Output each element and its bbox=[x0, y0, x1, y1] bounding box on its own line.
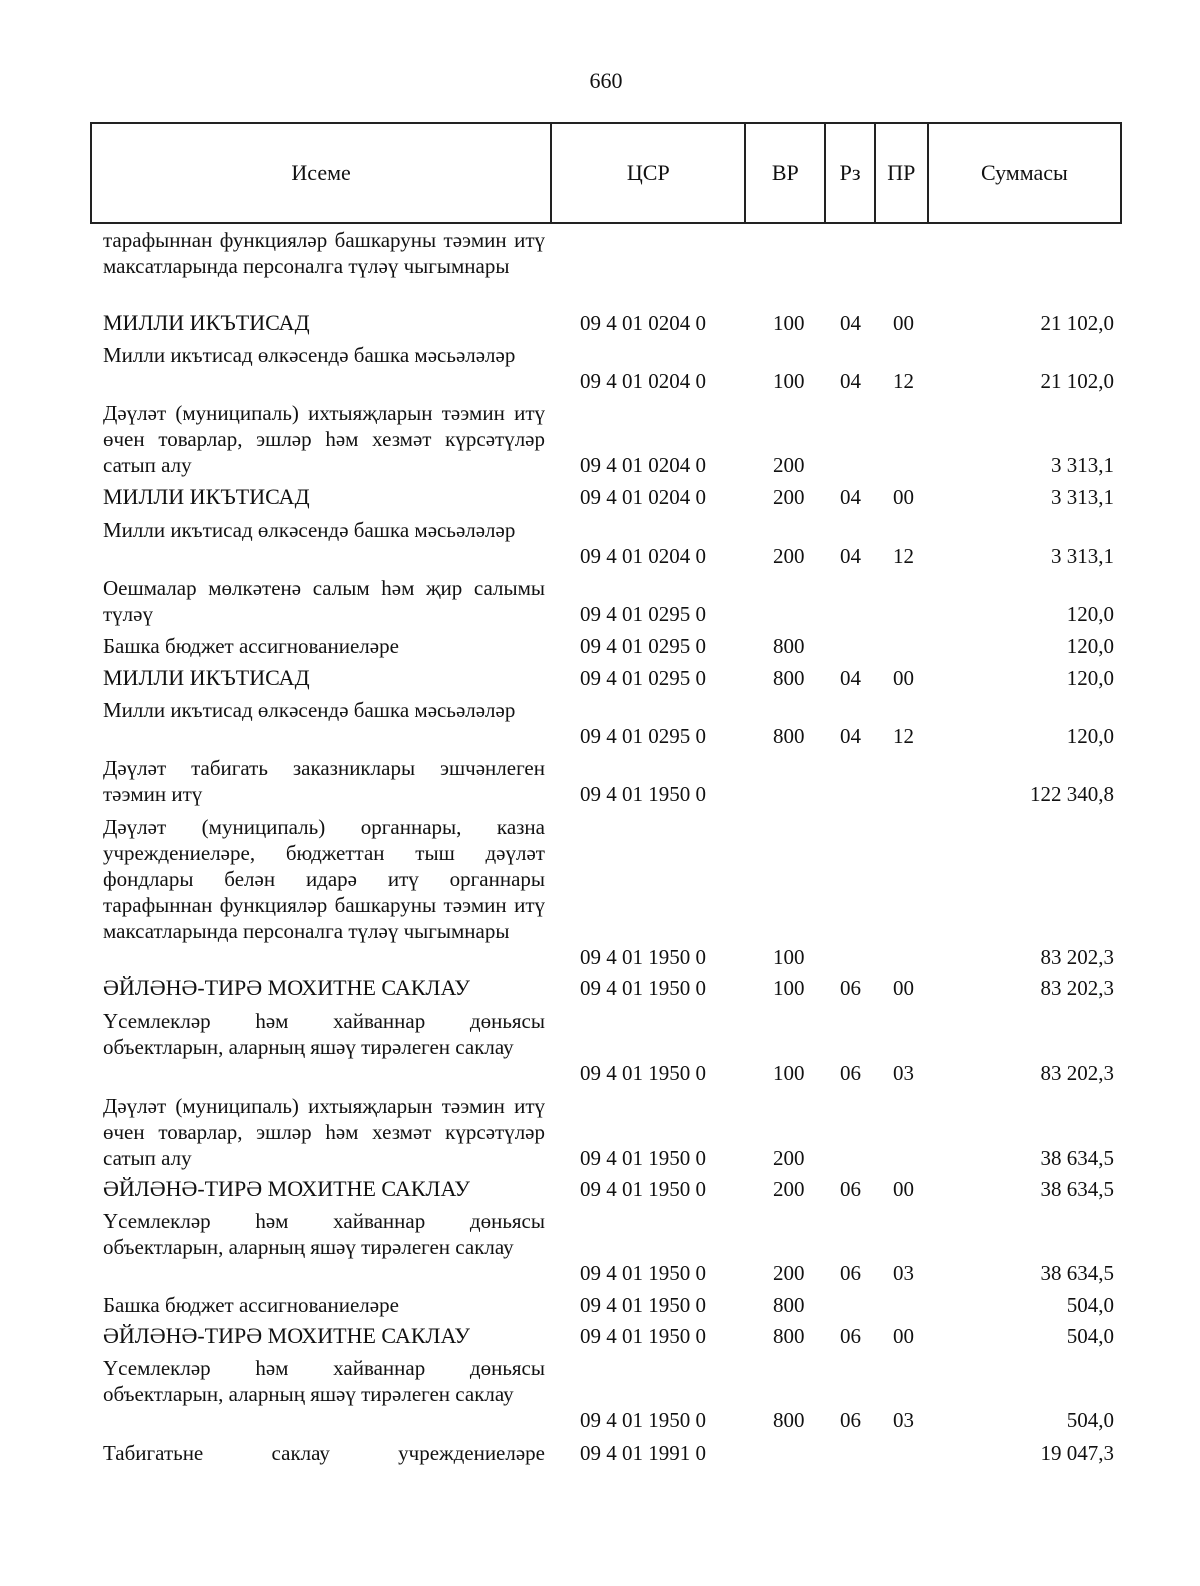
table-row bbox=[0, 1292, 1200, 1318]
row-vr: 100 bbox=[773, 369, 805, 393]
header-rz: Рз bbox=[826, 124, 876, 222]
row-vr: 200 bbox=[773, 544, 805, 568]
row-csr: 09 4 01 0295 0 bbox=[580, 724, 706, 748]
table-row bbox=[0, 1323, 1200, 1349]
row-sum: 504,0 bbox=[1066, 1293, 1114, 1317]
row-sum: 38 634,5 bbox=[1040, 1261, 1114, 1285]
row-pr: 03 bbox=[893, 1061, 914, 1085]
row-sum: 83 202,3 bbox=[1040, 1061, 1114, 1085]
row-name: Табигатьне саклау учреждениеләре bbox=[103, 1441, 545, 1465]
row-sum: 120,0 bbox=[1066, 724, 1114, 748]
row-vr: 100 bbox=[773, 311, 805, 335]
row-rz: 04 bbox=[840, 485, 861, 509]
row-name: МИЛЛИ ИКЪТИСАД bbox=[103, 665, 310, 690]
row-csr: 09 4 01 1950 0 bbox=[580, 782, 706, 806]
header-sum: Суммасы bbox=[980, 160, 1068, 185]
row-csr: 09 4 01 0204 0 bbox=[580, 485, 706, 509]
table-row bbox=[0, 1176, 1200, 1202]
header-name: Исеме bbox=[92, 124, 552, 222]
table-row bbox=[0, 814, 1200, 970]
row-sum: 3 313,1 bbox=[1051, 485, 1114, 509]
table-row bbox=[0, 400, 1200, 478]
row-sum: 120,0 bbox=[1066, 634, 1114, 658]
row-sum: 120,0 bbox=[1066, 666, 1114, 690]
row-csr: 09 4 01 0295 0 bbox=[580, 634, 706, 658]
row-vr: 800 bbox=[773, 1293, 805, 1317]
row-rz: 06 bbox=[840, 1061, 861, 1085]
row-csr: 09 4 01 0204 0 bbox=[580, 453, 706, 477]
header-pr: ПР bbox=[876, 124, 929, 222]
table-row bbox=[0, 342, 1200, 394]
table-row bbox=[0, 755, 1200, 807]
row-vr: 200 bbox=[773, 1261, 805, 1285]
row-sum: 38 634,5 bbox=[1040, 1177, 1114, 1201]
row-rz: 06 bbox=[840, 1177, 861, 1201]
row-csr: 09 4 01 0295 0 bbox=[580, 602, 706, 626]
row-name: Башка бюджет ассигнованиеләре bbox=[103, 1293, 399, 1317]
row-sum: 120,0 bbox=[1066, 602, 1114, 626]
row-rz: 04 bbox=[840, 369, 861, 393]
row-name: ӘЙЛӘНӘ-ТИРӘ МОХИТНЕ САКЛАУ bbox=[103, 1176, 470, 1201]
row-name: тарафыннан функцияләр башкаруны тәэмин итү максатларында персоналга түләү чыгымнары bbox=[103, 228, 545, 278]
table-row bbox=[0, 484, 1200, 510]
row-vr: 800 bbox=[773, 634, 805, 658]
row-name: Оешмалар мөлкәтенә салым һәм җир салымы түләү bbox=[103, 576, 545, 626]
row-rz: 06 bbox=[840, 1408, 861, 1432]
row-vr: 800 bbox=[773, 724, 805, 748]
row-rz: 06 bbox=[840, 1324, 861, 1348]
header-vr: ВР bbox=[746, 124, 826, 222]
row-csr: 09 4 01 0204 0 bbox=[580, 369, 706, 393]
row-rz: 06 bbox=[840, 976, 861, 1000]
row-csr: 09 4 01 1950 0 bbox=[580, 1408, 706, 1432]
row-sum: 3 313,1 bbox=[1051, 544, 1114, 568]
row-name: Дәүләт табигать заказниклары эшчәнлеген тәэмин итү bbox=[103, 756, 545, 806]
row-csr: 09 4 01 1991 0 bbox=[580, 1441, 706, 1465]
row-name: Милли икътисад өлкәсендә башка мәсьәләләр bbox=[103, 698, 516, 722]
row-csr: 09 4 01 1950 0 bbox=[580, 945, 706, 969]
row-csr: 09 4 01 1950 0 bbox=[580, 1293, 706, 1317]
row-vr: 100 bbox=[773, 1061, 805, 1085]
table-row bbox=[0, 1440, 1200, 1466]
table-row bbox=[0, 1093, 1200, 1171]
row-name: Дәүләт (муниципаль) ихтыяҗларын тәэмин итү өчен товарлар, эшләр һәм хезмәт күрсәтүләр сатып алу bbox=[103, 1094, 545, 1170]
row-csr: 09 4 01 1950 0 bbox=[580, 1261, 706, 1285]
row-vr: 200 bbox=[773, 1177, 805, 1201]
row-vr: 800 bbox=[773, 666, 805, 690]
row-vr: 200 bbox=[773, 1146, 805, 1170]
table-row bbox=[0, 697, 1200, 749]
row-pr: 12 bbox=[893, 724, 914, 748]
table-row bbox=[0, 1355, 1200, 1433]
row-vr: 200 bbox=[773, 453, 805, 477]
row-rz: 06 bbox=[840, 1261, 861, 1285]
row-rz: 04 bbox=[840, 666, 861, 690]
table-row bbox=[0, 633, 1200, 659]
row-name: ӘЙЛӘНӘ-ТИРӘ МОХИТНЕ САКЛАУ bbox=[103, 1323, 470, 1348]
row-sum: 83 202,3 bbox=[1040, 976, 1114, 1000]
row-name: Үсемлекләр һәм хайваннар дөньясы объектларын, аларның яшәү тирәлеген саклау bbox=[103, 1209, 545, 1259]
row-sum: 83 202,3 bbox=[1040, 945, 1114, 969]
row-name: Үсемлекләр һәм хайваннар дөньясы объектларын, аларның яшәү тирәлеген саклау bbox=[103, 1356, 545, 1406]
row-csr: 09 4 01 0204 0 bbox=[580, 311, 706, 335]
row-pr: 00 bbox=[893, 485, 914, 509]
row-pr: 12 bbox=[893, 544, 914, 568]
row-name: Үсемлекләр һәм хайваннар дөньясы объектларын, аларның яшәү тирәлеген саклау bbox=[103, 1009, 545, 1059]
row-sum: 19 047,3 bbox=[1040, 1441, 1114, 1465]
row-pr: 00 bbox=[893, 311, 914, 335]
table-row bbox=[0, 517, 1200, 569]
table-row bbox=[0, 1208, 1200, 1286]
row-pr: 03 bbox=[893, 1408, 914, 1432]
row-csr: 09 4 01 1950 0 bbox=[580, 1061, 706, 1085]
row-pr: 00 bbox=[893, 1177, 914, 1201]
table-row bbox=[0, 1008, 1200, 1086]
row-csr: 09 4 01 1950 0 bbox=[580, 1324, 706, 1348]
row-vr: 800 bbox=[773, 1408, 805, 1432]
row-sum: 122 340,8 bbox=[1030, 782, 1114, 806]
table-header bbox=[90, 122, 1122, 224]
table-row bbox=[0, 227, 1200, 305]
row-name: ӘЙЛӘНӘ-ТИРӘ МОХИТНЕ САКЛАУ bbox=[103, 975, 470, 1000]
row-pr: 12 bbox=[893, 369, 914, 393]
row-sum: 21 102,0 bbox=[1040, 311, 1114, 335]
table-row bbox=[0, 310, 1200, 336]
row-csr: 09 4 01 0204 0 bbox=[580, 544, 706, 568]
row-name: Милли икътисад өлкәсендә башка мәсьәләләр bbox=[103, 343, 516, 367]
row-rz: 04 bbox=[840, 724, 861, 748]
row-rz: 04 bbox=[840, 544, 861, 568]
page-number: 660 bbox=[589, 68, 623, 93]
table-row bbox=[0, 575, 1200, 627]
row-name: Дәүләт (муниципаль) органнары, казна учреждениеләре, бюджеттан тыш дәүләт фондлары белән идарә итү органнары тарафыннан функцияләр башкаруны тәэмин итү максатларында персоналга түләү чыгымнары bbox=[103, 815, 545, 943]
row-sum: 3 313,1 bbox=[1051, 453, 1114, 477]
row-name: МИЛЛИ ИКЪТИСАД bbox=[103, 310, 310, 335]
row-pr: 00 bbox=[893, 1324, 914, 1348]
row-sum: 38 634,5 bbox=[1040, 1146, 1114, 1170]
header-csr: ЦСР bbox=[552, 124, 746, 222]
row-name: МИЛЛИ ИКЪТИСАД bbox=[103, 484, 310, 509]
row-pr: 00 bbox=[893, 666, 914, 690]
row-csr: 09 4 01 1950 0 bbox=[580, 1177, 706, 1201]
row-sum: 504,0 bbox=[1066, 1408, 1114, 1432]
row-name: Башка бюджет ассигнованиеләре bbox=[103, 634, 399, 658]
row-vr: 100 bbox=[773, 976, 805, 1000]
table-row bbox=[0, 975, 1200, 1001]
row-sum: 504,0 bbox=[1066, 1324, 1114, 1348]
row-name: Милли икътисад өлкәсендә башка мәсьәләләр bbox=[103, 518, 516, 542]
row-name: Дәүләт (муниципаль) ихтыяҗларын тәэмин итү өчен товарлар, эшләр һәм хезмәт күрсәтүләр сатып алу bbox=[103, 401, 545, 477]
row-csr: 09 4 01 1950 0 bbox=[580, 1146, 706, 1170]
row-sum: 21 102,0 bbox=[1040, 369, 1114, 393]
row-csr: 09 4 01 0295 0 bbox=[580, 666, 706, 690]
row-rz: 04 bbox=[840, 311, 861, 335]
row-pr: 03 bbox=[893, 1261, 914, 1285]
row-csr: 09 4 01 1950 0 bbox=[580, 976, 706, 1000]
row-vr: 100 bbox=[773, 945, 805, 969]
row-vr: 800 bbox=[773, 1324, 805, 1348]
table-row bbox=[0, 665, 1200, 691]
row-pr: 00 bbox=[893, 976, 914, 1000]
row-vr: 200 bbox=[773, 485, 805, 509]
